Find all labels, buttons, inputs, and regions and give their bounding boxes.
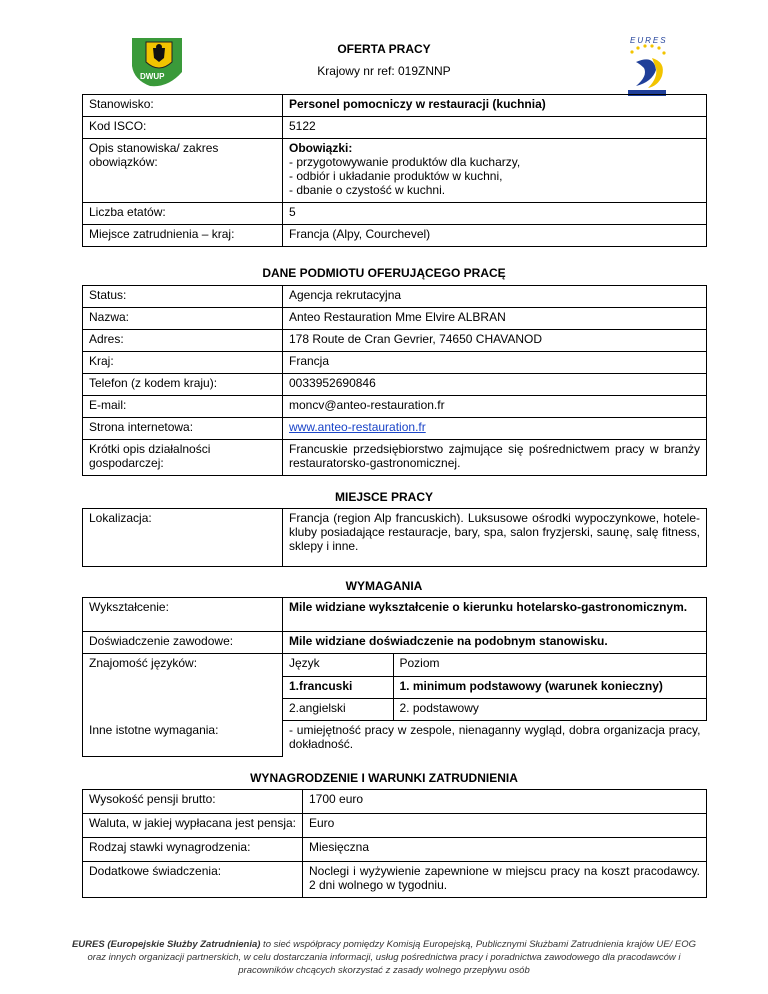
reference-number: Krajowy nr ref: 019ZNNP <box>317 64 451 78</box>
row-label: Dodatkowe świadczenia: <box>83 862 303 898</box>
table-row <box>83 440 707 476</box>
row-label: Inne istotne wymagania: <box>83 721 283 757</box>
table-row <box>83 225 707 247</box>
eures-logo-text: EURES <box>630 36 668 45</box>
table-row <box>83 139 707 203</box>
phone-value: 0033952690846 <box>283 374 707 396</box>
lang-header: Język <box>283 654 393 676</box>
table-row <box>283 698 706 720</box>
dwup-logo-text: DWUP <box>140 72 165 81</box>
languages-table <box>283 654 706 720</box>
education-value: Mile widziane wykształcenie o kierunku hotelarsko-gastronomicznym. <box>283 598 707 632</box>
row-label: Telefon (z kodem kraju): <box>83 374 283 396</box>
table-row <box>83 790 707 814</box>
experience-value: Mile widziane doświadczenie na podobnym stanowisku. <box>283 632 707 654</box>
footer-bold: EURES (Europejskie Służby Zatrudnienia) <box>71 939 261 950</box>
table-row <box>83 632 707 654</box>
employer-section-title: DANE PODMIOTU OFERUJĄCEGO PRACĘ <box>262 266 506 280</box>
salary-table <box>82 789 707 898</box>
level-header: Poziom <box>393 654 706 676</box>
website-link[interactable]: www.anteo-restauration.fr <box>289 420 426 434</box>
table-row <box>83 396 707 418</box>
currency-value: Euro <box>303 814 707 838</box>
row-label: Znajomość języków: <box>83 654 283 721</box>
table-row <box>83 330 707 352</box>
language-level: 2. podstawowy <box>393 698 706 720</box>
table-row <box>83 814 707 838</box>
table-row <box>83 352 707 374</box>
footer-text: to sieć współpracy pomiędzy Komisją Europejską, Publicznymi Służbami Zatrudnienia krajów UE/ EOG oraz innych organizacji partnerskich, w celu dostarczania informacji, usług pośrednictwa pracy i poradnictwa zawodowego dla pracodawców i pracowników chcących skorzystać z zasady wolnego przepływu osób <box>87 939 697 976</box>
table-row <box>83 203 707 225</box>
table-row <box>83 721 707 757</box>
row-label: Rodzaj stawki wynagrodzenia: <box>83 838 303 862</box>
table-row <box>83 862 707 898</box>
table-row <box>283 676 706 698</box>
row-label: Kod ISCO: <box>83 117 283 139</box>
employer-table <box>82 285 707 476</box>
page-title: OFERTA PRACY <box>337 42 431 56</box>
workplace-section-title: MIEJSCE PRACY <box>334 490 434 504</box>
job-table <box>82 94 707 247</box>
position-value: Personel pomocniczy w restauracji (kuchnia) <box>283 95 707 117</box>
duty-line: - odbiór i układanie produktów w kuchni, <box>289 169 503 183</box>
row-label: Adres: <box>83 330 283 352</box>
status-value: Agencja rekrutacyjna <box>283 286 707 308</box>
table-row <box>83 308 707 330</box>
duty-line: - przygotowywanie produktów dla kucharzy, <box>289 155 521 169</box>
salary-value: 1700 euro <box>303 790 707 814</box>
table-row <box>83 598 707 632</box>
address-value: 178 Route de Cran Gevrier, 74650 CHAVANOD <box>283 330 707 352</box>
table-row <box>83 374 707 396</box>
row-label: Miejsce zatrudnienia – kraj: <box>83 225 283 247</box>
row-label: Strona internetowa: <box>83 418 283 440</box>
table-row <box>83 418 707 440</box>
country-value: Francja <box>283 352 707 374</box>
website-cell <box>283 418 707 440</box>
other-requirements-value: - umiejętność pracy w zespole, nienaganny wygląd, dobra organizacja pracy, dokładność. <box>289 723 701 751</box>
location-value: Francja (region Alp francuskich). Luksusowe ośrodki wypoczynkowe, hotele-kluby posiadające restauracje, bary, spa, salon fryzjerski, saunę, salę fitness, sklepy i inne. <box>283 509 707 567</box>
country-value: Francja (Alpy, Courchevel) <box>283 225 707 247</box>
business-description: Francuskie przedsiębiorstwo zajmujące się pośrednictwem pracy w branży restauratorsko-gastronomicznej. <box>283 440 707 476</box>
table-row <box>283 654 706 676</box>
row-label: Opis stanowiska/ zakres obowiązków: <box>83 139 283 203</box>
duties-cell <box>283 139 707 203</box>
duties-heading: Obowiązki: <box>289 141 353 155</box>
language-name: 2.angielski <box>283 698 393 720</box>
row-label: Nazwa: <box>83 308 283 330</box>
isco-value: 5122 <box>283 117 707 139</box>
rate-type-value: Miesięczna <box>303 838 707 862</box>
table-row <box>83 654 707 721</box>
benefits-value: Noclegi i wyżywienie zapewnione w miejscu pracy na koszt pracodawcy. 2 dni wolnego w tygodniu. <box>303 862 707 898</box>
language-name: 1.francuski <box>283 676 393 698</box>
email-value: moncv@anteo-restauration.fr <box>283 396 707 418</box>
table-row <box>83 838 707 862</box>
row-label: Wykształcenie: <box>83 598 283 632</box>
footer-note <box>70 938 698 977</box>
workplace-table <box>82 508 707 567</box>
name-value: Anteo Restauration Mme Elvire ALBRAN <box>283 308 707 330</box>
table-row <box>83 95 707 117</box>
row-label: Stanowisko: <box>83 95 283 117</box>
row-label: E-mail: <box>83 396 283 418</box>
row-label: Kraj: <box>83 352 283 374</box>
row-label: Status: <box>83 286 283 308</box>
languages-cell <box>283 654 707 721</box>
table-row <box>83 117 707 139</box>
posts-value: 5 <box>283 203 707 225</box>
salary-section-title: WYNAGRODZENIE I WARUNKI ZATRUDNIENIA <box>250 771 518 785</box>
requirements-table <box>82 597 707 757</box>
row-label: Wysokość pensji brutto: <box>83 790 303 814</box>
row-label: Lokalizacja: <box>83 509 283 567</box>
table-row <box>83 286 707 308</box>
row-label: Doświadczenie zawodowe: <box>83 632 283 654</box>
row-label: Liczba etatów: <box>83 203 283 225</box>
row-label: Krótki opis działalności gospodarczej: <box>83 440 283 476</box>
row-label: Waluta, w jakiej wypłacana jest pensja: <box>83 814 303 838</box>
table-row <box>83 509 707 567</box>
language-level: 1. minimum podstawowy (warunek konieczny) <box>393 676 706 698</box>
duty-line: - dbanie o czystość w kuchni. <box>289 183 446 197</box>
requirements-section-title: WYMAGANIA <box>345 579 423 593</box>
